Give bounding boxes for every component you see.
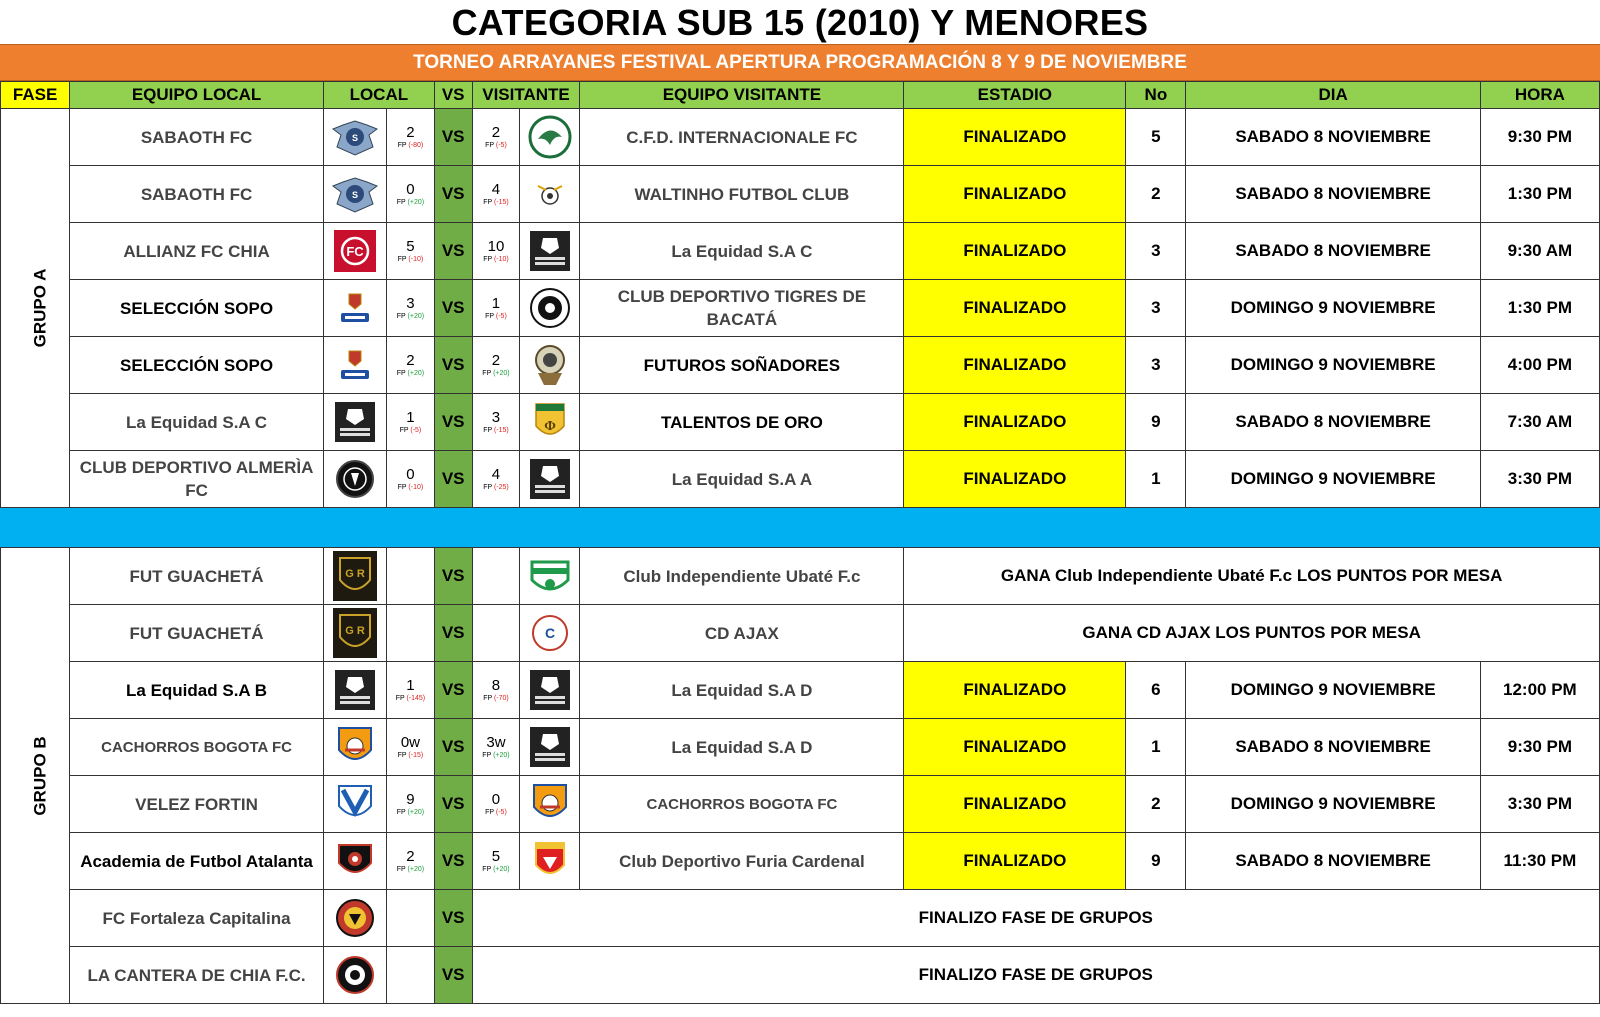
group-name: GRUPO B <box>30 735 50 816</box>
away-score <box>472 662 520 719</box>
home-logo-cell <box>323 109 386 166</box>
table-row <box>1 451 1600 508</box>
svg-text:Φ: Φ <box>544 419 556 434</box>
away-score <box>472 109 520 166</box>
match-hour: 1:30 PM <box>1480 280 1599 337</box>
home-score-fair-play: FP (-80) <box>397 141 424 149</box>
away-team: CACHORROS BOGOTA FC <box>580 776 904 833</box>
home-logo-cell <box>323 166 386 223</box>
header-estadio: ESTADIO <box>904 82 1126 109</box>
home-score-value: 2 <box>406 351 415 369</box>
away-score-fair-play: FP (-15) <box>483 426 509 434</box>
home-logo-cell <box>323 394 386 451</box>
home-score-value: 2 <box>406 123 415 141</box>
equidad-crest-logo <box>529 458 571 500</box>
home-score <box>386 605 434 662</box>
away-logo-cell <box>520 719 580 776</box>
home-score-value: 1 <box>406 676 415 694</box>
home-score <box>386 833 434 890</box>
home-score-value: 1 <box>406 408 415 426</box>
svg-text:FC: FC <box>346 244 364 259</box>
field-number: 9 <box>1126 833 1186 890</box>
vs-label: VS <box>434 548 472 605</box>
table-row <box>1 890 1600 947</box>
home-logo-cell <box>323 548 386 605</box>
away-score-fair-play: FP (-25) <box>483 483 509 491</box>
cachorros-crest-logo <box>335 724 375 770</box>
home-logo-cell <box>323 337 386 394</box>
match-hour: 7:30 AM <box>1480 394 1599 451</box>
match-day: DOMINGO 9 NOVIEMBRE <box>1186 662 1480 719</box>
table-row <box>1 719 1600 776</box>
header-dia: DIA <box>1186 82 1480 109</box>
match-status: FINALIZADO <box>904 109 1126 166</box>
home-score-value: 0w <box>400 733 421 751</box>
vs-label: VS <box>434 662 472 719</box>
vs-label: VS <box>434 719 472 776</box>
home-score <box>386 109 434 166</box>
vs-label: VS <box>434 776 472 833</box>
home-team: La Equidad S.A B <box>70 662 324 719</box>
tigres-crest-logo <box>529 287 571 329</box>
away-logo-cell <box>520 166 580 223</box>
home-score-value: 5 <box>406 237 415 255</box>
vs-label: VS <box>434 166 472 223</box>
away-logo-cell <box>520 548 580 605</box>
home-score-fair-play: FP (-5) <box>399 426 422 434</box>
match-day: SABADO 8 NOVIEMBRE <box>1186 833 1480 890</box>
away-score <box>472 394 520 451</box>
home-score-fair-play: FP (+20) <box>396 808 425 816</box>
match-day: DOMINGO 9 NOVIEMBRE <box>1186 451 1480 508</box>
away-logo-cell <box>520 662 580 719</box>
away-logo-cell <box>520 394 580 451</box>
sopo-crest-logo <box>337 290 373 326</box>
header-equipo-visitante: EQUIPO VISITANTE <box>580 82 904 109</box>
eagle-crest-logo <box>528 115 572 159</box>
header-vs: VS <box>434 82 472 109</box>
home-score-fair-play: FP (+20) <box>396 369 425 377</box>
field-number: 3 <box>1126 223 1186 280</box>
match-day: DOMINGO 9 NOVIEMBRE <box>1186 280 1480 337</box>
field-number: 1 <box>1126 451 1186 508</box>
table-row <box>1 833 1600 890</box>
away-score-fair-play: FP (+20) <box>482 751 510 759</box>
home-score-value: 2 <box>406 847 415 865</box>
page-title: CATEGORIA SUB 15 (2010) Y MENORES <box>451 2 1149 43</box>
header-equipo-local: EQUIPO LOCAL <box>70 82 324 109</box>
match-day: DOMINGO 9 NOVIEMBRE <box>1186 776 1480 833</box>
away-score-value: 3w <box>486 733 506 751</box>
away-score-value: 0 <box>491 790 501 808</box>
home-team: SELECCIÓN SOPO <box>70 337 324 394</box>
match-hour: 1:30 PM <box>1480 166 1599 223</box>
home-score-fair-play: FP (-145) <box>395 694 426 702</box>
ubate-crest-logo <box>528 554 572 598</box>
away-score-value: 4 <box>491 465 501 483</box>
vs-label: VS <box>434 605 472 662</box>
table-row <box>1 662 1600 719</box>
home-logo-cell <box>323 719 386 776</box>
home-logo-cell <box>323 947 386 1004</box>
separator-band <box>1 508 1600 548</box>
home-team: FUT GUACHETÁ <box>70 605 324 662</box>
group-name: GRUPO A <box>30 268 50 348</box>
field-number: 2 <box>1126 776 1186 833</box>
home-score <box>386 394 434 451</box>
match-status: FINALIZADO <box>904 280 1126 337</box>
home-logo-cell <box>323 605 386 662</box>
away-score-value: 5 <box>491 847 501 865</box>
away-score <box>472 280 520 337</box>
table-row <box>1 776 1600 833</box>
away-score <box>472 451 520 508</box>
match-day: SABADO 8 NOVIEMBRE <box>1186 719 1480 776</box>
away-score <box>472 776 520 833</box>
away-score <box>472 548 520 605</box>
vs-label: VS <box>434 223 472 280</box>
match-day: SABADO 8 NOVIEMBRE <box>1186 109 1480 166</box>
home-score <box>386 662 434 719</box>
match-status: FINALIZADO <box>904 833 1126 890</box>
cantera-crest-logo <box>335 955 375 995</box>
home-score <box>386 451 434 508</box>
home-team: FC Fortaleza Capitalina <box>70 890 324 947</box>
home-team: LA CANTERA DE CHIA F.C. <box>70 947 324 1004</box>
away-score-value: 2 <box>491 351 501 369</box>
home-score <box>386 776 434 833</box>
home-team: La Equidad S.A C <box>70 394 324 451</box>
atalanta-crest-logo <box>333 839 377 883</box>
match-status: FINALIZADO <box>904 662 1126 719</box>
home-logo-cell <box>323 776 386 833</box>
match-status: FINALIZADO <box>904 719 1126 776</box>
equidad-crest-logo <box>529 669 571 711</box>
away-team: La Equidad S.A D <box>580 719 904 776</box>
home-logo-cell <box>323 223 386 280</box>
away-score <box>472 223 520 280</box>
away-score-value: 10 <box>487 237 505 255</box>
away-score-fair-play: FP (-5) <box>485 312 507 320</box>
home-team: ALLIANZ FC CHIA <box>70 223 324 280</box>
field-number: 1 <box>1126 719 1186 776</box>
table-row <box>1 947 1600 1004</box>
away-team: C.F.D. INTERNACIONALE FC <box>580 109 904 166</box>
result-message: GANA CD AJAX LOS PUNTOS POR MESA <box>904 605 1600 662</box>
away-score-value: 8 <box>491 676 501 694</box>
home-logo-cell <box>323 280 386 337</box>
vs-label: VS <box>434 280 472 337</box>
home-score-value: 9 <box>406 790 415 808</box>
away-team: La Equidad S.A A <box>580 451 904 508</box>
home-score <box>386 890 434 947</box>
field-number: 5 <box>1126 109 1186 166</box>
equidad-crest-logo <box>334 401 376 443</box>
away-logo-cell <box>520 605 580 662</box>
fortaleza-crest-logo <box>335 898 375 938</box>
header-local: LOCAL <box>323 82 434 109</box>
away-logo-cell <box>520 833 580 890</box>
table-row <box>1 166 1600 223</box>
away-score-value: 4 <box>491 180 501 198</box>
away-score-fair-play: FP (-5) <box>485 808 507 816</box>
vs-label: VS <box>434 337 472 394</box>
match-day: SABADO 8 NOVIEMBRE <box>1186 166 1480 223</box>
table-row <box>1 548 1600 605</box>
allianz-crest-logo <box>332 228 378 274</box>
cachorros-crest-logo <box>530 781 570 827</box>
velez-crest-logo <box>335 782 375 826</box>
equidad-crest-logo <box>529 726 571 768</box>
home-logo-cell <box>323 833 386 890</box>
table-row <box>1 280 1600 337</box>
home-score <box>386 223 434 280</box>
equidad-crest-logo <box>529 230 571 272</box>
home-team: CLUB DEPORTIVO ALMERÌA FC <box>70 451 324 508</box>
vs-label: VS <box>434 394 472 451</box>
home-score-value: 3 <box>406 294 415 312</box>
match-hour: 3:30 PM <box>1480 776 1599 833</box>
home-score-value: 0 <box>406 465 415 483</box>
header-row <box>1 82 1600 109</box>
away-score-fair-play: FP (-15) <box>483 198 509 206</box>
home-logo-cell <box>323 451 386 508</box>
field-number: 6 <box>1126 662 1186 719</box>
match-status: FINALIZADO <box>904 337 1126 394</box>
home-score <box>386 947 434 1004</box>
waltinho-crest-logo <box>532 176 568 212</box>
away-team: CLUB DEPORTIVO TIGRES DE BACATÁ <box>580 280 904 337</box>
home-score-value: 0 <box>406 180 415 198</box>
match-day: SABADO 8 NOVIEMBRE <box>1186 394 1480 451</box>
svg-text:S: S <box>351 190 358 200</box>
guacheta-crest-logo <box>332 550 378 602</box>
vs-label: VS <box>434 833 472 890</box>
home-score-fair-play: FP (-15) <box>397 751 424 759</box>
svg-text:G R: G R <box>345 625 365 637</box>
group-label <box>1 109 70 508</box>
result-message: GANA Club Independiente Ubaté F.c LOS PUNTOS POR MESA <box>904 548 1600 605</box>
away-team: TALENTOS DE ORO <box>580 394 904 451</box>
away-team: WALTINHO FUTBOL CLUB <box>580 166 904 223</box>
home-score <box>386 337 434 394</box>
tournament-banner: TORNEO ARRAYANES FESTIVAL APERTURA PROGRAMACIÓN 8 Y 9 DE NOVIEMBRE <box>0 44 1600 81</box>
home-team: CACHORROS BOGOTA FC <box>70 719 324 776</box>
away-team: La Equidad S.A C <box>580 223 904 280</box>
table-row <box>1 337 1600 394</box>
match-status: FINALIZADO <box>904 394 1126 451</box>
match-day: DOMINGO 9 NOVIEMBRE <box>1186 337 1480 394</box>
home-team: FUT GUACHETÁ <box>70 548 324 605</box>
away-score-value: 3 <box>491 408 501 426</box>
away-team: Club Deportivo Furia Cardenal <box>580 833 904 890</box>
ajax-crest-logo <box>530 613 570 653</box>
home-score <box>386 166 434 223</box>
field-number: 2 <box>1126 166 1186 223</box>
away-logo-cell <box>520 337 580 394</box>
table-row <box>1 394 1600 451</box>
home-team: SELECCIÓN SOPO <box>70 280 324 337</box>
away-logo-cell <box>520 109 580 166</box>
header-no: No <box>1126 82 1186 109</box>
away-score <box>472 337 520 394</box>
match-hour: 9:30 PM <box>1480 109 1599 166</box>
svg-text:C: C <box>544 625 555 641</box>
match-hour: 3:30 PM <box>1480 451 1599 508</box>
result-message: FINALIZO FASE DE GRUPOS <box>472 890 1599 947</box>
home-logo-cell <box>323 662 386 719</box>
vs-label: VS <box>434 109 472 166</box>
match-status: FINALIZADO <box>904 166 1126 223</box>
header-fase: FASE <box>1 82 70 109</box>
match-hour: 9:30 AM <box>1480 223 1599 280</box>
sabaoth-crest-logo <box>329 117 381 157</box>
away-logo-cell <box>520 451 580 508</box>
away-score-fair-play: FP (-5) <box>485 141 507 149</box>
vs-label: VS <box>434 451 472 508</box>
home-score-fair-play: FP (+20) <box>396 865 425 873</box>
away-team: La Equidad S.A D <box>580 662 904 719</box>
away-score <box>472 605 520 662</box>
away-team: CD AJAX <box>580 605 904 662</box>
away-score-fair-play: FP (-10) <box>483 255 509 263</box>
home-team: VELEZ FORTIN <box>70 776 324 833</box>
match-status: FINALIZADO <box>904 223 1126 280</box>
vs-label: VS <box>434 890 472 947</box>
away-score <box>472 833 520 890</box>
home-score-fair-play: FP (+20) <box>396 198 425 206</box>
field-number: 3 <box>1126 337 1186 394</box>
home-logo-cell <box>323 890 386 947</box>
away-score-fair-play: FP (-70) <box>483 694 509 702</box>
sabaoth-crest-logo <box>329 174 381 214</box>
match-table <box>0 81 1600 1004</box>
cardenal-crest-logo <box>532 839 568 883</box>
away-score-value: 2 <box>491 123 501 141</box>
away-team: Club Independiente Ubaté F.c <box>580 548 904 605</box>
away-team: FUTUROS SOÑADORES <box>580 337 904 394</box>
group-separator <box>1 508 1600 548</box>
svg-text:S: S <box>351 133 358 143</box>
guacheta-crest-logo <box>332 607 378 659</box>
home-score-fair-play: FP (-10) <box>397 483 424 491</box>
field-number: 9 <box>1126 394 1186 451</box>
away-score-fair-play: FP (+20) <box>482 865 510 873</box>
header-hora: HORA <box>1480 82 1599 109</box>
home-score <box>386 719 434 776</box>
home-team: SABAOTH FC <box>70 109 324 166</box>
field-number: 3 <box>1126 280 1186 337</box>
match-hour: 12:00 PM <box>1480 662 1599 719</box>
home-team: Academia de Futbol Atalanta <box>70 833 324 890</box>
header-visitante: VISITANTE <box>472 82 580 109</box>
match-hour: 4:00 PM <box>1480 337 1599 394</box>
home-score-fair-play: FP (-10) <box>397 255 424 263</box>
match-hour: 11:30 PM <box>1480 833 1599 890</box>
away-logo-cell <box>520 223 580 280</box>
sopo-crest-logo <box>337 347 373 383</box>
almeria-crest-logo <box>335 459 375 499</box>
futuros-crest-logo <box>530 343 570 387</box>
vs-label: VS <box>434 947 472 1004</box>
match-day: SABADO 8 NOVIEMBRE <box>1186 223 1480 280</box>
away-score <box>472 719 520 776</box>
svg-text:G R: G R <box>345 568 365 580</box>
away-score-fair-play: FP (+20) <box>482 369 510 377</box>
match-status: FINALIZADO <box>904 776 1126 833</box>
home-score-fair-play: FP (+20) <box>396 312 425 320</box>
away-score <box>472 166 520 223</box>
away-score-value: 1 <box>491 294 501 312</box>
table-row <box>1 109 1600 166</box>
table-row <box>1 605 1600 662</box>
match-status: FINALIZADO <box>904 451 1126 508</box>
away-logo-cell <box>520 280 580 337</box>
away-logo-cell <box>520 776 580 833</box>
talentos-crest-logo <box>532 400 568 444</box>
result-message: FINALIZO FASE DE GRUPOS <box>472 947 1599 1004</box>
home-score <box>386 548 434 605</box>
home-team: SABAOTH FC <box>70 166 324 223</box>
table-row <box>1 223 1600 280</box>
home-score <box>386 280 434 337</box>
match-hour: 9:30 PM <box>1480 719 1599 776</box>
equidad-crest-logo <box>334 669 376 711</box>
group-label <box>1 548 70 1004</box>
